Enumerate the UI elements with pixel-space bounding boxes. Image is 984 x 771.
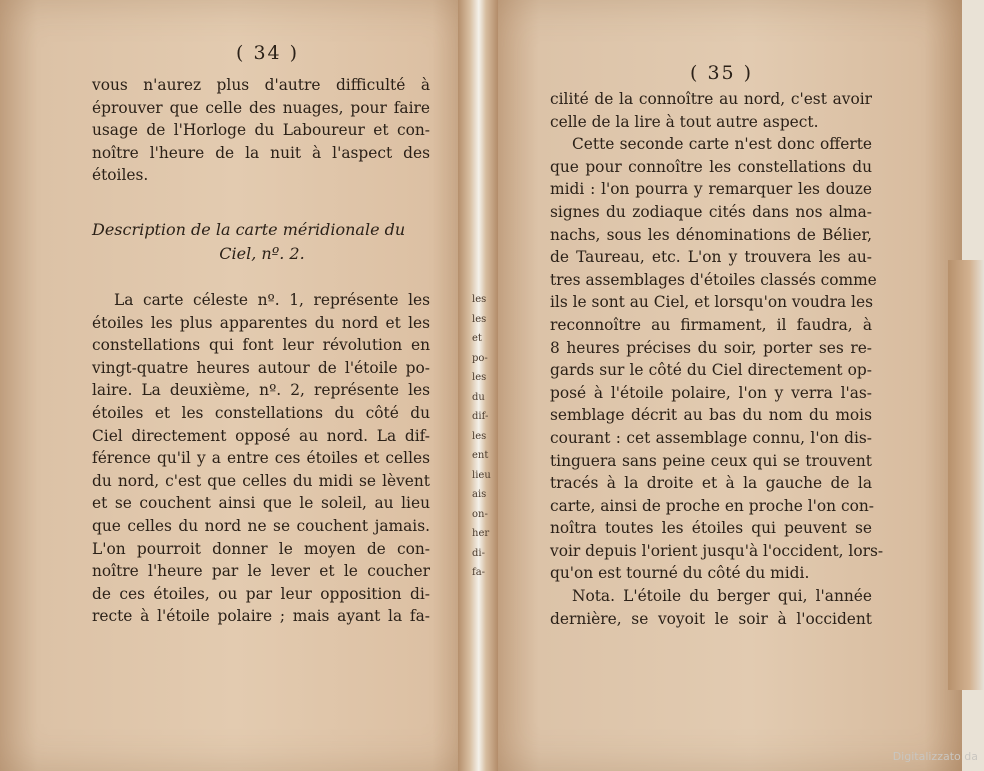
text-line: Ciel, nº. 2. bbox=[219, 244, 305, 263]
text-line: Nota. L'étoile du berger qui, l'année bbox=[572, 587, 872, 606]
text-line: usage de l'Horloge du Laboureur et con- bbox=[92, 121, 430, 140]
gutter-text-fragments bbox=[472, 290, 502, 583]
text-line: noître l'heure par le lever et le coucher bbox=[92, 562, 430, 581]
text-line: voir depuis l'orient jusqu'à l'occident, lors- bbox=[550, 541, 884, 560]
text-line: étoiles. bbox=[92, 166, 149, 185]
text-line: férence qu'il y a entre ces étoiles et celles bbox=[92, 449, 430, 468]
text-line: midi : l'on pourra y remarquer les douze bbox=[550, 180, 872, 199]
text-line: étoiles et les constellations du côté du bbox=[92, 403, 430, 422]
text-line: laire. La deuxième, nº. 2, représente les bbox=[92, 381, 430, 400]
text-line: de Taureau, etc. L'on y trouvera les au- bbox=[550, 248, 872, 267]
text-line: vingt-quatre heures autour de l'étoile po- bbox=[92, 358, 430, 377]
gutter-fragment: les bbox=[472, 430, 487, 442]
text-line: tinguera sans peine ceux qui se trouvent bbox=[550, 451, 872, 470]
gutter-fragment: ent bbox=[472, 450, 489, 461]
text-line: 8 heures précises du soir, porter ses re- bbox=[550, 338, 872, 357]
text-line: Description de la carte méridionale du bbox=[92, 220, 406, 239]
text-line: signes du zodiaque cités dans nos alma- bbox=[550, 202, 872, 221]
text-line: recte à l'étoile polaire ; mais ayant la fa- bbox=[92, 607, 430, 626]
text-line: ils le sont au Ciel, et lorsqu'on voudra les bbox=[550, 293, 873, 312]
text-line: courant : cet assemblage connu, l'on dis- bbox=[550, 428, 872, 447]
gutter-fragment: her bbox=[472, 528, 490, 539]
text-line: posé à l'étoile polaire, l'on y verra l'as- bbox=[550, 383, 872, 402]
gutter-fragment: di- bbox=[472, 547, 485, 559]
text-line: dernière, se voyoit le soir à l'occident bbox=[550, 609, 872, 628]
right-body-paragraph bbox=[550, 88, 884, 630]
gutter-fragment: dif- bbox=[472, 411, 489, 422]
gutter-fragment: les bbox=[472, 313, 487, 325]
text-line: tracés à la droite et à la gauche de la bbox=[550, 474, 872, 493]
text-line: carte, ainsi de proche en proche l'on con- bbox=[550, 496, 874, 515]
text-line: noître l'heure de la nuit à l'aspect des bbox=[92, 143, 430, 162]
text-line: étoiles les plus apparentes du nord et les bbox=[92, 313, 430, 332]
text-line: cilité de la connoître au nord, c'est avoir bbox=[550, 90, 872, 108]
text-line: éprouver que celle des nuages, pour faire bbox=[92, 98, 430, 117]
gutter-fragment: on- bbox=[472, 508, 488, 520]
text-line: Cette seconde carte n'est donc offerte bbox=[572, 135, 872, 154]
gutter-fragment: les bbox=[472, 294, 487, 305]
right-page-number: ( 35 ) bbox=[690, 62, 754, 84]
text-line: constellations qui font leur révolution en bbox=[92, 336, 430, 355]
text-line: que celles du nord ne se couchent jamais. bbox=[92, 516, 430, 535]
text-line: noîtra toutes les étoiles qui peuvent se bbox=[550, 519, 872, 538]
page-edge bbox=[948, 260, 984, 690]
left-page-number: ( 34 ) bbox=[236, 42, 300, 64]
gutter-fragment: et bbox=[472, 333, 482, 344]
text-line: vous n'aurez plus d'autre difficulté à bbox=[92, 76, 430, 94]
section-heading bbox=[92, 218, 432, 266]
text-line: du nord, c'est que celles du midi se lèvent bbox=[92, 471, 430, 490]
digitization-watermark: Digitalizzato da bbox=[892, 750, 978, 763]
gutter-fragment: po- bbox=[472, 352, 488, 364]
text-line: celle de la lire à tout autre aspect. bbox=[550, 112, 819, 131]
text-line: semblage décrit au bas du nom du mois bbox=[550, 406, 872, 425]
text-line: tres assemblages d'étoiles classés comme bbox=[550, 270, 877, 289]
gutter-fragment: du bbox=[472, 391, 485, 403]
gutter-fragment: ais bbox=[472, 489, 487, 500]
text-line: gards sur le côté du Ciel directement op- bbox=[550, 361, 872, 380]
text-line: L'on pourroit donner le moyen de con- bbox=[92, 539, 430, 558]
gutter-fragment: fa- bbox=[472, 567, 486, 578]
text-line: que pour connoître les constellations du bbox=[550, 157, 872, 176]
text-line: reconnoître au firmament, il faudra, à bbox=[550, 315, 872, 334]
text-line: Ciel directement opposé au nord. La dif- bbox=[92, 426, 430, 445]
text-line: La carte céleste nº. 1, représente les bbox=[114, 291, 430, 309]
gutter-fragment: lieu bbox=[472, 469, 491, 481]
text-line: qu'on est tourné du côté du midi. bbox=[550, 564, 810, 583]
text-line: nachs, sous les dénominations de Bélier, bbox=[550, 225, 872, 244]
left-body-paragraph bbox=[92, 289, 430, 628]
text-line: de ces étoiles, ou par leur opposition di- bbox=[92, 584, 430, 603]
gutter-fragment: les bbox=[472, 372, 487, 383]
text-line: et se couchent ainsi que le soleil, au lieu bbox=[92, 494, 430, 513]
left-top-paragraph bbox=[92, 74, 430, 187]
